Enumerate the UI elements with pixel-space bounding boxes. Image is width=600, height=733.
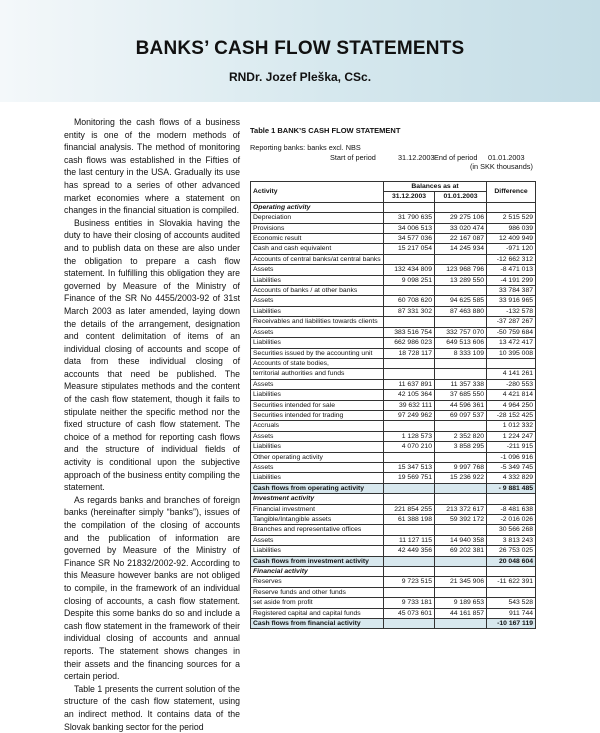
value-01-01-2003: 9 189 653 [435, 598, 487, 608]
value-01-01-2003: 29 275 106 [435, 213, 487, 223]
table-row [251, 462, 536, 472]
table-row [251, 431, 536, 441]
header-balances: Balances as at [384, 182, 487, 192]
table-row [251, 410, 536, 420]
author-name: RNDr. Jozef Pleška, CSc. [228, 70, 372, 84]
value-31-12-2003: 1 128 573 [384, 431, 435, 441]
value-difference: -132 578 [487, 306, 536, 316]
table-row [251, 348, 536, 358]
table-row [251, 296, 536, 306]
row-label: Reserves [251, 577, 384, 587]
value-difference: -8 471 013 [487, 265, 536, 275]
table-row [251, 504, 536, 514]
table-row [251, 358, 536, 368]
row-label: Securities issued by the accounting unit [251, 348, 384, 358]
header-difference: Difference [487, 182, 536, 203]
value-31-12-2003 [384, 317, 435, 327]
row-label: Cash flows from operating activity [251, 483, 384, 493]
value-31-12-2003: 132 434 809 [384, 265, 435, 275]
value-31-12-2003 [384, 619, 435, 629]
value-31-12-2003 [384, 556, 435, 566]
row-label: Operating activity [251, 202, 384, 212]
value-difference [487, 587, 536, 597]
table-row [251, 442, 536, 452]
value-31-12-2003: 18 728 117 [384, 348, 435, 358]
value-01-01-2003 [435, 317, 487, 327]
row-label: Assets [251, 379, 384, 389]
table-row [251, 327, 536, 337]
row-label: Securities intended for trading [251, 410, 384, 420]
end-date: 01.01.2003 [488, 153, 525, 162]
section-row [251, 567, 536, 577]
value-difference [487, 567, 536, 577]
value-difference: 911 744 [487, 608, 536, 618]
value-01-01-2003 [435, 567, 487, 577]
table-source: Reporting banks: banks excl. NBS [250, 143, 361, 152]
value-difference: 13 472 417 [487, 338, 536, 348]
row-label: Liabilities [251, 306, 384, 316]
value-31-12-2003: 45 073 601 [384, 608, 435, 618]
table-row [251, 608, 536, 618]
value-01-01-2003 [435, 254, 487, 264]
paragraph: Monitoring the cash flows of a business entity is one of the modern methods of financial analysis. The method of monitoring cash flows was established in the Fifties of the last century in the USA. Gradually its use has spread to a series of other advanced market economies where a statement on changes in the financial situation is compiled. [64, 117, 240, 216]
value-01-01-2003: 44 596 361 [435, 400, 487, 410]
row-label: Provisions [251, 223, 384, 233]
value-31-12-2003 [384, 494, 435, 504]
paragraph: Business entities in Slovakia having the duty to have their closing of accounts audited and to publish data on these are also under the obligation to prepare a cash flow statement. In fulfilling this obligation they are governed by Measure of the Ministry of Finance of the SR No 4455/2003-92 of 31st March 2003 as later amended, laying down the details of the arrangement, designation and content delimitation of items of an individual closing of accounts and scope of data from these individual closing of accounts that need be published. The Measure stipulates methods and the content of the cash flow statement, though it fails to stipulate neither the specific method nor the fixed structure of cash flow statement. The choice of a method for reporting cash flows and the structure of individual fields of activity is conditional upon the subjective approach of the business entity compiling the statement. [64, 217, 240, 493]
start-date: 31.12.2003 [398, 153, 435, 162]
value-31-12-2003 [384, 369, 435, 379]
section-row [251, 494, 536, 504]
row-label: Assets [251, 265, 384, 275]
value-01-01-2003 [435, 587, 487, 597]
value-difference: 1 224 247 [487, 431, 536, 441]
value-01-01-2003: 13 289 550 [435, 275, 487, 285]
header-col1: 31.12.2003 [384, 192, 435, 202]
value-31-12-2003 [384, 421, 435, 431]
row-label: Liabilities [251, 390, 384, 400]
value-01-01-2003: 3 858 295 [435, 442, 487, 452]
value-01-01-2003: 21 345 906 [435, 577, 487, 587]
value-difference: -37 287 267 [487, 317, 536, 327]
table-row [251, 286, 536, 296]
paragraph: Table 1 presents the current solution of the structure of the cash flow statement, using an indirect method. It contains data of the Slovak banking sector for the period [64, 683, 240, 732]
value-31-12-2003 [384, 525, 435, 535]
value-31-12-2003 [384, 483, 435, 493]
value-difference: 1 012 332 [487, 421, 536, 431]
value-01-01-2003: 14 940 358 [435, 535, 487, 545]
table-row [251, 265, 536, 275]
end-label: End of period [434, 153, 478, 162]
row-label: Tangible/Intangible assets [251, 515, 384, 525]
row-label: Accounts of banks / at other banks [251, 286, 384, 296]
value-01-01-2003: 123 968 796 [435, 265, 487, 275]
row-label: Accounts of central banks/at central banks [251, 254, 384, 264]
row-label: Assets [251, 327, 384, 337]
table-row [251, 254, 536, 264]
table-row [251, 379, 536, 389]
table-row [251, 317, 536, 327]
value-31-12-2003: 15 347 513 [384, 462, 435, 472]
table-row [251, 400, 536, 410]
table-row [251, 515, 536, 525]
value-31-12-2003: 4 070 210 [384, 442, 435, 452]
value-01-01-2003: 37 685 550 [435, 390, 487, 400]
value-01-01-2003: 44 161 857 [435, 608, 487, 618]
table-row [251, 525, 536, 535]
row-label: Depreciation [251, 213, 384, 223]
row-label: Accounts of state bodies, [251, 358, 384, 368]
table-row [251, 577, 536, 587]
value-difference: 4 332 829 [487, 473, 536, 483]
row-label: Investment activity [251, 494, 384, 504]
row-label: Liabilities [251, 338, 384, 348]
value-difference: -1 096 916 [487, 452, 536, 462]
value-01-01-2003: 94 625 585 [435, 296, 487, 306]
value-01-01-2003 [435, 525, 487, 535]
total-row [251, 619, 536, 629]
value-01-01-2003 [435, 421, 487, 431]
row-label: Registered capital and capital funds [251, 608, 384, 618]
table-column [250, 126, 535, 629]
row-label: Liabilities [251, 275, 384, 285]
value-01-01-2003: 332 757 070 [435, 327, 487, 337]
value-01-01-2003 [435, 483, 487, 493]
value-difference: -280 553 [487, 379, 536, 389]
value-31-12-2003 [384, 254, 435, 264]
table-row [251, 390, 536, 400]
row-label: Reserve funds and other funds [251, 587, 384, 597]
value-31-12-2003: 39 632 111 [384, 400, 435, 410]
value-31-12-2003 [384, 358, 435, 368]
value-31-12-2003: 221 854 255 [384, 504, 435, 514]
header-col2: 01.01.2003 [435, 192, 487, 202]
paragraph: As regards banks and branches of foreign banks (hereinafter simply “banks”), issues of the compilation of the closing of accounts and the publication of information are governed by Measure of the Ministry of Finance SR No 21832/2002-92. According to this Measure however banks are not obliged to compile, in the framework of an individual closing of accounts, a cash flow statement. Despite this some banks do so and include a cash flow statement in the framework of their individual closing of accounts and annual reports. The statement shows changes in their assets and the financing sources for a certain period. [64, 494, 240, 682]
value-01-01-2003: 2 352 820 [435, 431, 487, 441]
row-label: territorial authorities and funds [251, 369, 384, 379]
row-label: Assets [251, 431, 384, 441]
value-31-12-2003: 662 986 023 [384, 338, 435, 348]
value-difference: -11 622 391 [487, 577, 536, 587]
value-difference: -50 759 684 [487, 327, 536, 337]
table-row [251, 275, 536, 285]
value-01-01-2003 [435, 556, 487, 566]
row-label: Cash flows from financial activity [251, 619, 384, 629]
value-01-01-2003 [435, 369, 487, 379]
value-difference: 543 528 [487, 598, 536, 608]
value-31-12-2003: 11 637 891 [384, 379, 435, 389]
value-difference [487, 494, 536, 504]
value-01-01-2003: 8 333 109 [435, 348, 487, 358]
value-31-12-2003: 9 723 515 [384, 577, 435, 587]
value-difference: 3 813 243 [487, 535, 536, 545]
value-31-12-2003: 383 516 754 [384, 327, 435, 337]
table-row [251, 213, 536, 223]
value-01-01-2003: 22 167 087 [435, 234, 487, 244]
table-row [251, 244, 536, 254]
value-31-12-2003 [384, 202, 435, 212]
value-difference: -8 481 638 [487, 504, 536, 514]
value-31-12-2003 [384, 587, 435, 597]
value-difference: 12 409 949 [487, 234, 536, 244]
value-31-12-2003: 34 577 036 [384, 234, 435, 244]
row-label: Liabilities [251, 546, 384, 556]
value-31-12-2003 [384, 452, 435, 462]
table-unit: (in SKK thousands) [470, 162, 533, 171]
value-01-01-2003: 33 020 474 [435, 223, 487, 233]
value-01-01-2003: 9 997 768 [435, 462, 487, 472]
total-row [251, 483, 536, 493]
row-label: Financial investment [251, 504, 384, 514]
row-label: Financial activity [251, 567, 384, 577]
row-label: Branches and representative offices [251, 525, 384, 535]
value-difference: -211 915 [487, 442, 536, 452]
table-row [251, 546, 536, 556]
body-text-column [64, 116, 240, 733]
value-31-12-2003: 15 217 054 [384, 244, 435, 254]
value-difference: 26 753 025 [487, 546, 536, 556]
row-label: Economic result [251, 234, 384, 244]
row-label: Other operating activity [251, 452, 384, 462]
row-label: Cash and cash equivalent [251, 244, 384, 254]
value-difference: 20 048 604 [487, 556, 536, 566]
value-difference: 33 916 965 [487, 296, 536, 306]
value-01-01-2003 [435, 494, 487, 504]
table-row [251, 223, 536, 233]
value-difference: 10 395 008 [487, 348, 536, 358]
page-title: BANKS’ CASH FLOW STATEMENTS [135, 38, 465, 59]
row-label: Cash flows from investment activity [251, 556, 384, 566]
table-row [251, 306, 536, 316]
row-label: set aside from profit [251, 598, 384, 608]
value-31-12-2003: 19 569 751 [384, 473, 435, 483]
table-row [251, 473, 536, 483]
value-difference: -12 662 312 [487, 254, 536, 264]
value-01-01-2003 [435, 358, 487, 368]
value-01-01-2003: 15 236 922 [435, 473, 487, 483]
value-01-01-2003 [435, 619, 487, 629]
value-01-01-2003: 11 357 338 [435, 379, 487, 389]
table-meta [250, 143, 535, 181]
value-31-12-2003: 9 098 251 [384, 275, 435, 285]
value-31-12-2003: 9 733 181 [384, 598, 435, 608]
value-difference: 33 784 387 [487, 286, 536, 296]
value-01-01-2003: 87 463 880 [435, 306, 487, 316]
value-01-01-2003: 69 097 537 [435, 410, 487, 420]
value-01-01-2003 [435, 286, 487, 296]
cash-flow-table [250, 181, 536, 629]
value-difference: 2 515 529 [487, 213, 536, 223]
row-label: Assets [251, 296, 384, 306]
value-31-12-2003 [384, 286, 435, 296]
row-label: Accruals [251, 421, 384, 431]
start-label: Start of period [330, 153, 376, 162]
table-row [251, 535, 536, 545]
value-31-12-2003: 31 790 635 [384, 213, 435, 223]
value-difference: -2 016 026 [487, 515, 536, 525]
table-row [251, 338, 536, 348]
value-31-12-2003: 61 388 198 [384, 515, 435, 525]
table-row [251, 587, 536, 597]
value-31-12-2003: 87 331 302 [384, 306, 435, 316]
value-01-01-2003: 59 392 172 [435, 515, 487, 525]
value-difference: 4 964 250 [487, 400, 536, 410]
value-31-12-2003: 42 105 364 [384, 390, 435, 400]
value-difference: 4 141 261 [487, 369, 536, 379]
value-31-12-2003: 97 249 962 [384, 410, 435, 420]
value-difference: -971 120 [487, 244, 536, 254]
value-31-12-2003 [384, 567, 435, 577]
row-label: Assets [251, 462, 384, 472]
row-label: Liabilities [251, 473, 384, 483]
value-31-12-2003: 11 127 115 [384, 535, 435, 545]
total-row [251, 556, 536, 566]
value-31-12-2003: 42 449 356 [384, 546, 435, 556]
value-difference: 4 421 814 [487, 390, 536, 400]
value-difference: -4 191 299 [487, 275, 536, 285]
header-activity: Activity [251, 182, 384, 203]
row-label: Receivables and liabilities towards clients [251, 317, 384, 327]
table-row [251, 452, 536, 462]
value-difference: - 9 881 485 [487, 483, 536, 493]
value-difference: -10 167 119 [487, 619, 536, 629]
value-difference [487, 358, 536, 368]
value-01-01-2003 [435, 202, 487, 212]
section-row [251, 202, 536, 212]
value-31-12-2003: 34 006 513 [384, 223, 435, 233]
table-body [251, 202, 536, 629]
table-row [251, 234, 536, 244]
value-difference: -5 349 745 [487, 462, 536, 472]
value-01-01-2003: 69 202 381 [435, 546, 487, 556]
table-row [251, 369, 536, 379]
value-difference: 30 566 268 [487, 525, 536, 535]
value-01-01-2003 [435, 452, 487, 462]
value-difference: -28 152 425 [487, 410, 536, 420]
table-row [251, 598, 536, 608]
table-caption: Table 1 BANK’S CASH FLOW STATEMENT [250, 126, 401, 135]
value-01-01-2003: 213 372 617 [435, 504, 487, 514]
value-01-01-2003: 14 245 934 [435, 244, 487, 254]
row-label: Assets [251, 535, 384, 545]
table-row [251, 421, 536, 431]
value-difference [487, 202, 536, 212]
row-label: Liabilities [251, 442, 384, 452]
value-01-01-2003: 649 513 606 [435, 338, 487, 348]
row-label: Securities intended for sale [251, 400, 384, 410]
value-31-12-2003: 60 708 620 [384, 296, 435, 306]
value-difference: 986 039 [487, 223, 536, 233]
